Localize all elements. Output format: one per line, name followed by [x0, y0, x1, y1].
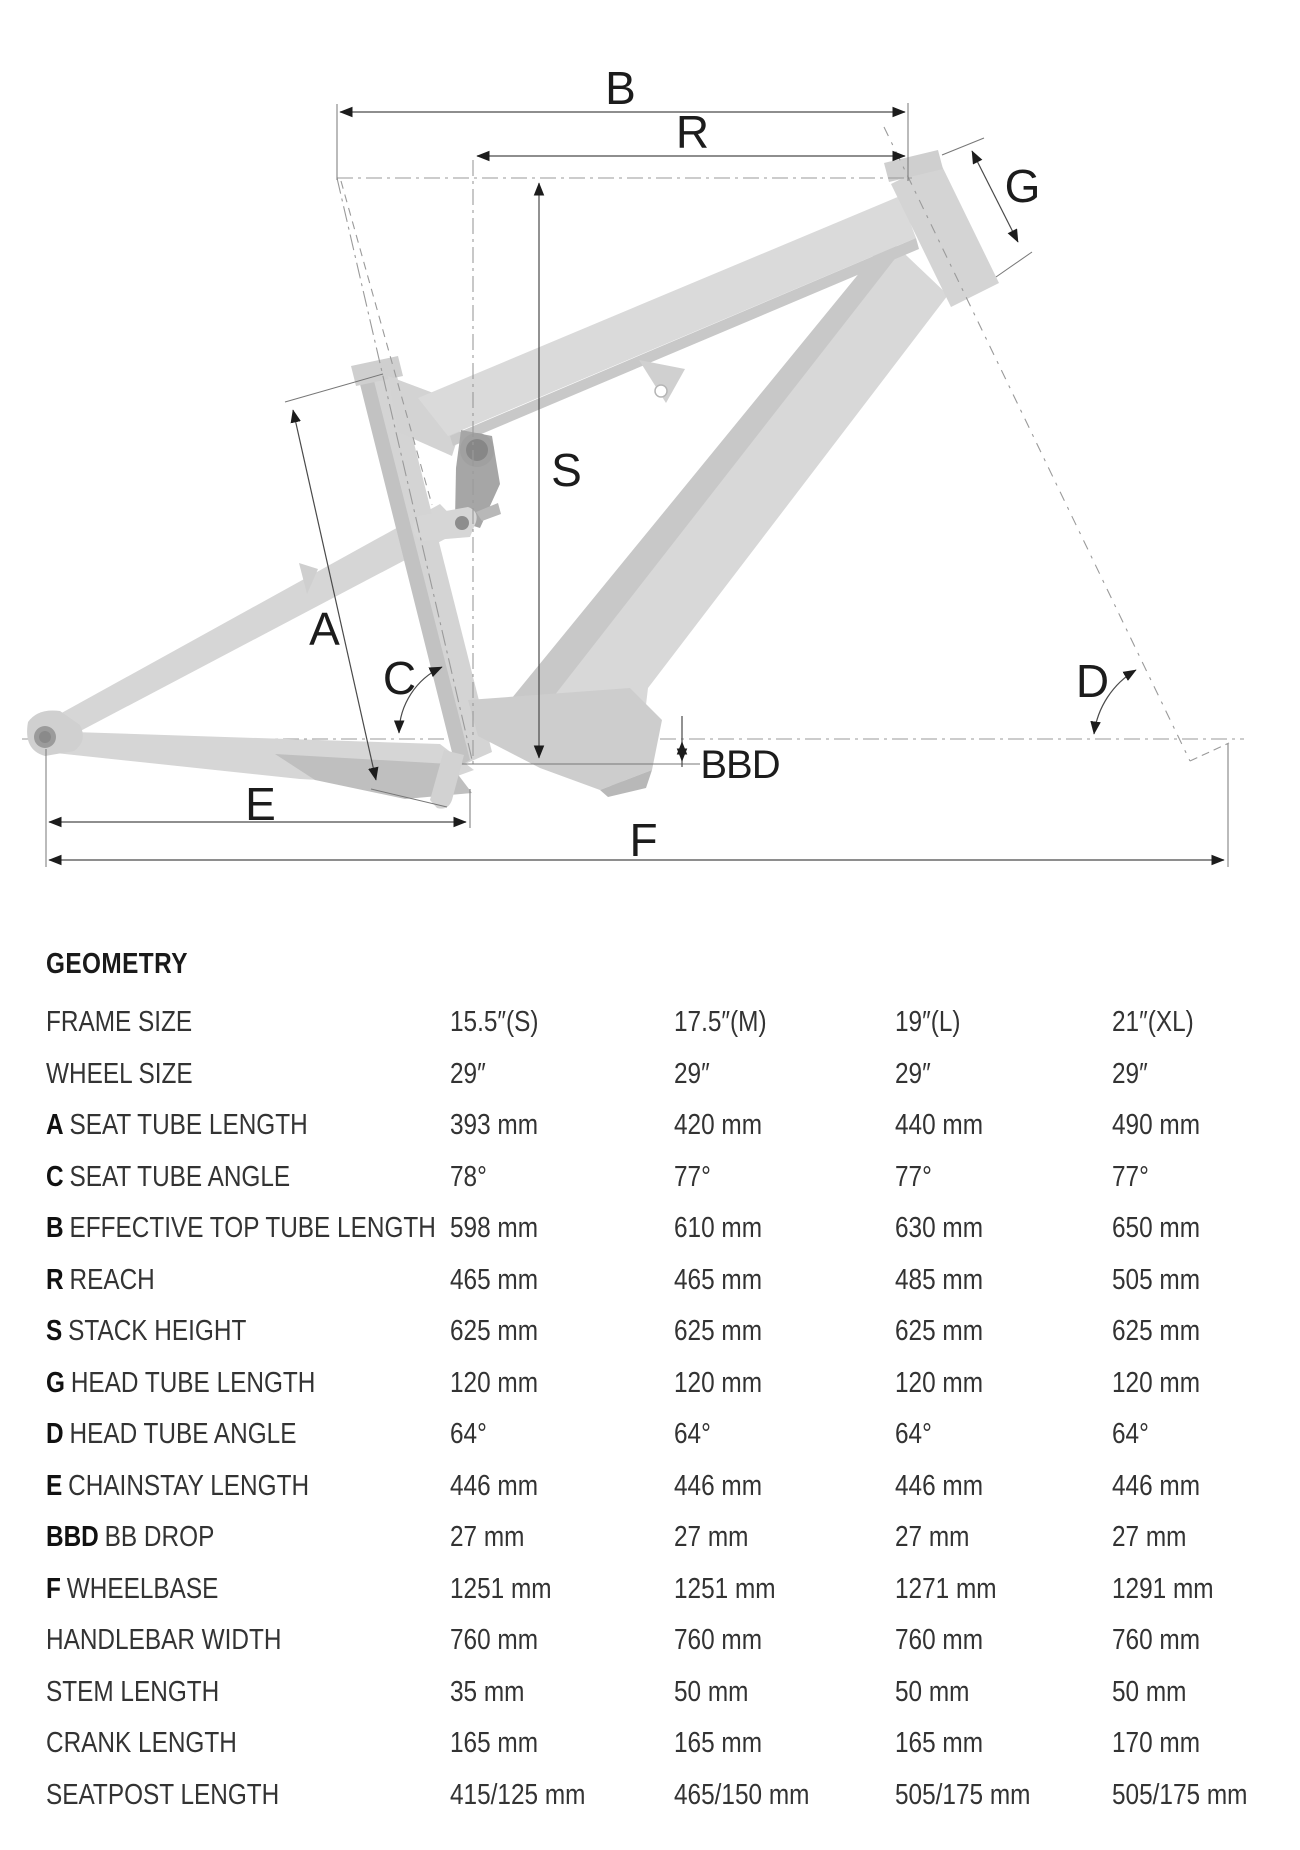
bike-frame-silhouette [27, 150, 999, 809]
row-value: 27 mm [674, 1521, 749, 1554]
row-dimension-letter: D [46, 1418, 64, 1451]
table-row [46, 1667, 1256, 1719]
row-value: 29″ [450, 1057, 486, 1090]
row-label: HEAD TUBE LENGTH [70, 1366, 316, 1399]
row-value: 446 mm [1112, 1469, 1201, 1502]
table-row [46, 1152, 1256, 1204]
row-label-cell [46, 1109, 385, 1142]
row-value: 446 mm [674, 1469, 763, 1502]
table-row [46, 1461, 1256, 1513]
row-value: 120 mm [450, 1366, 539, 1399]
row-value: 77° [674, 1160, 711, 1193]
row-label: CHAINSTAY LENGTH [68, 1469, 310, 1502]
row-value: 19″(L) [895, 1006, 961, 1039]
row-value: 50 mm [1112, 1675, 1187, 1708]
rocker-pivot-inner [466, 439, 488, 461]
row-label-cell [46, 1470, 385, 1503]
row-value: 64° [1112, 1418, 1149, 1451]
row-value: 598 mm [450, 1212, 539, 1245]
row-label-cell [46, 1624, 385, 1657]
row-value: 29″ [674, 1057, 710, 1090]
geometry-table-title: GEOMETRY [46, 948, 188, 980]
row-value: 760 mm [895, 1624, 984, 1657]
cable-guide-hole [655, 385, 667, 397]
row-dimension-letter: C [46, 1160, 64, 1193]
row-value: 27 mm [895, 1521, 970, 1554]
row-value: 625 mm [1112, 1315, 1201, 1348]
row-value: 17.5″(M) [674, 1006, 767, 1039]
table-row [46, 1512, 1256, 1564]
row-value: 120 mm [895, 1366, 984, 1399]
row-value: 485 mm [895, 1263, 984, 1296]
row-value: 29″ [1112, 1057, 1148, 1090]
row-value: 1291 mm [1112, 1572, 1214, 1605]
row-label: SEAT TUBE ANGLE [69, 1160, 291, 1193]
table-row [46, 1306, 1256, 1358]
rear-axle-center [39, 731, 51, 743]
row-dimension-letter: S [46, 1315, 63, 1348]
row-value: 446 mm [450, 1469, 539, 1502]
row-label: REACH [69, 1263, 155, 1296]
row-value: 505/175 mm [1112, 1778, 1248, 1811]
row-value: 625 mm [895, 1315, 984, 1348]
row-label-cell [46, 1212, 436, 1245]
row-value: 15.5″(S) [450, 1006, 539, 1039]
table-row [46, 1409, 1256, 1461]
row-label: SEATPOST LENGTH [46, 1778, 280, 1811]
label-seat-tube-length: A [309, 603, 339, 655]
row-value: 650 mm [1112, 1212, 1201, 1245]
row-value: 64° [674, 1418, 711, 1451]
row-label-cell [46, 1573, 385, 1606]
row-value: 446 mm [895, 1469, 984, 1502]
row-value: 465 mm [450, 1263, 539, 1296]
row-value: 50 mm [674, 1675, 749, 1708]
row-label-cell [46, 1779, 385, 1812]
row-value: 165 mm [450, 1727, 539, 1760]
row-label: WHEEL SIZE [46, 1057, 193, 1090]
row-dimension-letter: B [46, 1212, 64, 1245]
row-label-cell [46, 1676, 385, 1709]
row-value: 35 mm [450, 1675, 525, 1708]
row-label-cell [46, 1058, 385, 1091]
frame-geometry-diagram [0, 0, 1300, 900]
row-label: HANDLEBAR WIDTH [46, 1624, 282, 1657]
row-value: 505/175 mm [895, 1778, 1031, 1811]
row-label: SEAT TUBE LENGTH [69, 1109, 308, 1142]
row-dimension-letter: F [46, 1572, 61, 1605]
table-row [46, 1718, 1256, 1770]
row-value: 760 mm [1112, 1624, 1201, 1657]
row-value: 29″ [895, 1057, 931, 1090]
row-value: 630 mm [895, 1212, 984, 1245]
row-value: 1251 mm [450, 1572, 552, 1605]
label-chainstay-length: E [245, 778, 275, 830]
row-value: 610 mm [674, 1212, 763, 1245]
row-label: BB DROP [104, 1521, 215, 1554]
row-value: 120 mm [1112, 1366, 1201, 1399]
row-value: 1271 mm [895, 1572, 997, 1605]
row-value: 170 mm [1112, 1727, 1201, 1760]
row-value: 440 mm [895, 1109, 984, 1142]
table-row [46, 1358, 1256, 1410]
label-head-tube-length: G [1004, 160, 1040, 212]
label-wheelbase: F [629, 814, 657, 866]
label-bb-drop: BBD [700, 743, 780, 787]
row-label: STEM LENGTH [46, 1675, 220, 1708]
row-value: 120 mm [674, 1366, 763, 1399]
table-row [46, 1049, 1256, 1101]
row-label-cell [46, 1006, 385, 1039]
table-row [46, 1255, 1256, 1307]
label-reach: R [675, 106, 709, 158]
table-row [46, 1203, 1256, 1255]
row-value: 77° [1112, 1160, 1149, 1193]
row-label: FRAME SIZE [46, 1006, 193, 1039]
row-label-cell [46, 1264, 385, 1297]
row-value: 760 mm [450, 1624, 539, 1657]
label-effective-top-tube: B [605, 62, 635, 114]
row-dimension-letter: A [46, 1109, 64, 1142]
row-dimension-letter: E [46, 1469, 63, 1502]
row-label-cell [46, 1161, 385, 1194]
table-row [46, 1770, 1256, 1822]
row-value: 165 mm [895, 1727, 984, 1760]
row-label: WHEELBASE [66, 1572, 219, 1605]
row-label-cell [46, 1315, 385, 1348]
row-label-cell [46, 1521, 385, 1554]
row-label: STACK HEIGHT [68, 1315, 247, 1348]
table-row [46, 1564, 1256, 1616]
row-value: 415/125 mm [450, 1778, 586, 1811]
label-seat-tube-angle: C [382, 652, 416, 704]
row-value: 393 mm [450, 1109, 539, 1142]
row-label-cell [46, 1418, 385, 1451]
table-row [46, 1615, 1256, 1667]
label-head-tube-angle: D [1075, 655, 1109, 707]
row-value: 625 mm [450, 1315, 539, 1348]
row-dimension-letter: G [46, 1366, 65, 1399]
row-value: 465 mm [674, 1263, 763, 1296]
row-label-cell [46, 1727, 385, 1760]
row-label-cell [46, 1367, 385, 1400]
row-value: 64° [895, 1418, 932, 1451]
row-dimension-letter: R [46, 1263, 64, 1296]
row-value: 27 mm [450, 1521, 525, 1554]
row-value: 64° [450, 1418, 487, 1451]
row-value: 490 mm [1112, 1109, 1201, 1142]
table-row [46, 997, 1256, 1049]
motor-block [468, 688, 662, 790]
geometry-table [46, 948, 1256, 1821]
row-label: CRANK LENGTH [46, 1727, 237, 1760]
fork-foot-line [1190, 743, 1229, 761]
row-value: 21″(XL) [1112, 1006, 1194, 1039]
row-value: 420 mm [674, 1109, 763, 1142]
row-value: 165 mm [674, 1727, 763, 1760]
row-value: 78° [450, 1160, 487, 1193]
geometry-table-rows [46, 997, 1256, 1821]
label-stack-height: S [551, 444, 581, 496]
row-value: 27 mm [1112, 1521, 1187, 1554]
row-value: 505 mm [1112, 1263, 1201, 1296]
row-value: 760 mm [674, 1624, 763, 1657]
row-value: 625 mm [674, 1315, 763, 1348]
row-label: HEAD TUBE ANGLE [69, 1418, 297, 1451]
row-value: 77° [895, 1160, 932, 1193]
row-label: EFFECTIVE TOP TUBE LENGTH [69, 1212, 436, 1245]
table-row [46, 1100, 1256, 1152]
shock-pivot [455, 516, 469, 530]
row-value: 465/150 mm [674, 1778, 810, 1811]
row-value: 50 mm [895, 1675, 970, 1708]
row-value: 1251 mm [674, 1572, 776, 1605]
row-dimension-letter: BBD [46, 1521, 99, 1554]
